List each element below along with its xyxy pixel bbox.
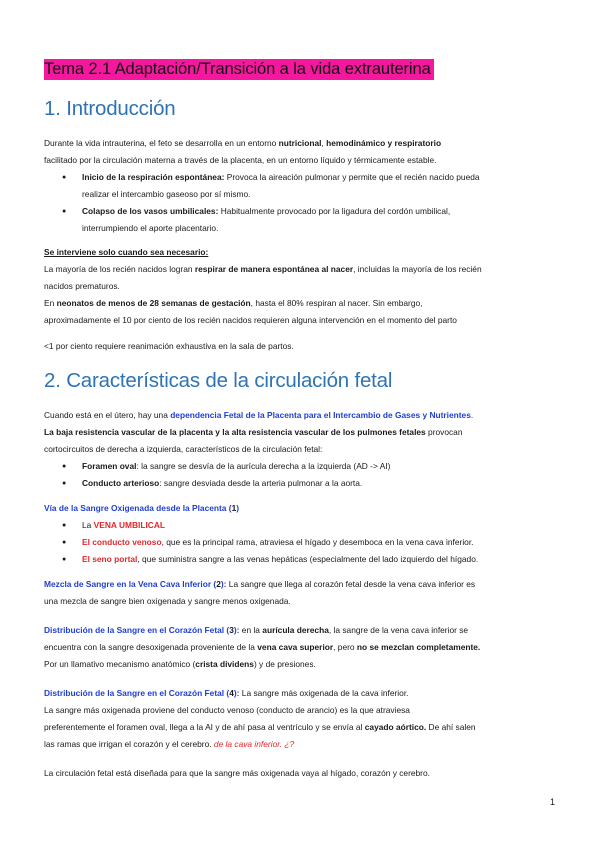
intro-line-2: facilitado por la circulación materna a través de la placenta, en un entorno líquido y térmicamente estable. xyxy=(44,155,437,165)
resistance-line-1: La baja resistencia vascular de la placenta y la alta resistencia vascular de los pulmones fetales provocan xyxy=(44,427,463,437)
bullet-umbilical: ● Colapso de los vasos umbilicales: Habitualmente provocado por la ligadura del cordón umbilical, xyxy=(62,206,451,216)
page-title: Tema 2.1 Adaptación/Transición a la vida extrauterina xyxy=(44,59,434,80)
resistance-line-2: cortocircuitos de derecha a izquierda, característicos de la circulación fetal: xyxy=(44,444,323,454)
uterus-line: Cuando está en el útero, hay una dependencia Fetal de la Placenta para el Intercambio de Gases y Nutrientes. xyxy=(44,410,474,420)
mezcla-line-1: Mezcla de Sangre en la Vena Cava Inferior (2): La sangre que llega al corazón fetal desde la vena cava inferior es xyxy=(44,579,476,589)
page-number: 1 xyxy=(550,797,556,807)
dist4-line-1: Distribución de la Sangre en el Corazón Fetal (4): La sangre más oxigenada de la cava inferior. xyxy=(44,688,409,698)
bullet-umbilical-cont: interrumpiendo el aporte placentario. xyxy=(82,223,219,233)
dist3-line-3: Por un llamativo mecanismo anatómico (crista dividens) y de presiones. xyxy=(44,659,316,669)
mezcla-line-2: una mezcla de sangre bien oxigenada y sangre menos oxigenada. xyxy=(44,596,291,606)
dist4-line-3: preferentemente el foramen oval, llega a la AI y de ahí pasa al ventrículo y se envía al cayado aórtico. De ahí salen xyxy=(44,722,476,732)
spontaneous-line-2: nacidos prematuros. xyxy=(44,281,120,291)
intro-line-1: Durante la vida intrauterina, el feto se desarrolla en un entorno nutricional, hemodinámico y respiratorio xyxy=(44,138,442,148)
via-item-seno: ● El seno portal, que suministra sangre a las venas hepáticas (especialmente del lado izquierdo del hígado. xyxy=(62,554,479,564)
spontaneous-line-1: La mayoría de los recién nacidos logran respirar de manera espontánea al nacer, incluidas la mayoría de los recién xyxy=(44,264,482,274)
dist4-line-2: La sangre más oxigenada proviene del conducto venoso (conducto de arancio) es la que atraviesa xyxy=(44,705,410,715)
dist4-line-4: las ramas que irrigan el corazón y el cerebro. de la cava inferior. ¿? xyxy=(44,739,295,749)
neonates-line-2: aproximadamente el 10 por ciento de los recién nacidos requieren alguna intervención en el momento del parto xyxy=(44,315,457,325)
via-item-conducto: ● El conducto venoso, que es la principal rama, atraviesa el hígado y desemboca en la vena cava inferior. xyxy=(62,537,474,547)
bullet-respiration-cont: realizar el intercambio gaseoso por sí mismo. xyxy=(82,189,251,199)
final-line: La circulación fetal está diseñada para que la sangre más oxigenada vaya al hígado, corazón y cerebro. xyxy=(44,768,430,778)
bullet-arterioso: ● Conducto arterioso: sangre desviada desde la arteria pulmonar a la aorta. xyxy=(62,478,363,488)
via-item-vena: ● La VENA UMBILICAL xyxy=(62,520,165,530)
resuscitation-line: <1 por ciento requiere reanimación exhaustiva en la sala de partos. xyxy=(44,341,294,351)
dist3-line-1: Distribución de la Sangre en el Corazón Fetal (3): en la aurícula derecha, la sangre de la vena cava inferior se xyxy=(44,625,469,635)
via-heading: Vía de la Sangre Oxigenada desde la Placenta (1) xyxy=(44,503,240,513)
bullet-foramen: ● Foramen oval: la sangre se desvía de la aurícula derecha a la izquierda (AD -> AI) xyxy=(62,461,391,471)
dist3-line-2: encuentra con la sangre desoxigenada proveniente de la vena cava superior, pero no se mezclan completamente. xyxy=(44,642,481,652)
section-1-heading: 1. Introducción xyxy=(44,97,176,120)
intervene-heading: Se interviene solo cuando sea necesario: xyxy=(44,247,209,257)
neonates-line-1: En neonatos de menos de 28 semanas de gestación, hasta el 80% respiran al nacer. Sin embargo, xyxy=(44,298,423,308)
section-2-heading: 2. Características de la circulación fetal xyxy=(44,369,393,392)
bullet-respiration: ● Inicio de la respiración espontánea: Provoca la aireación pulmonar y permite que el recién nacido pueda xyxy=(62,172,480,182)
